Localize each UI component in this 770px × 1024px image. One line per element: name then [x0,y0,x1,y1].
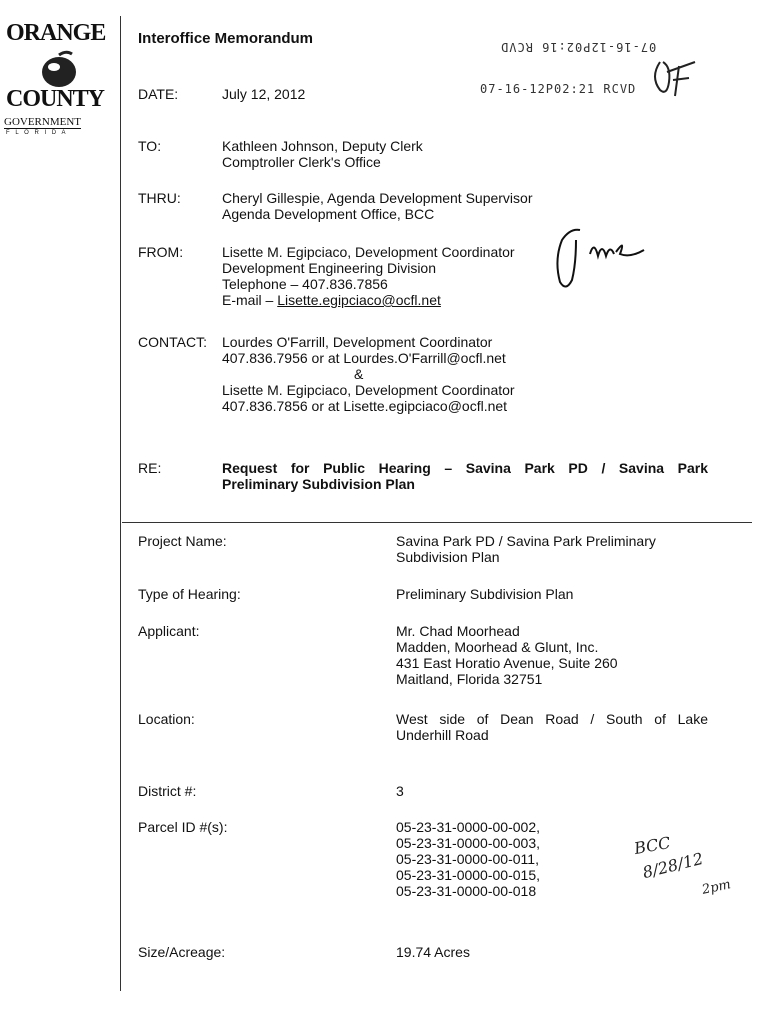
parcel-id-label: Parcel ID #(s): [138,819,228,835]
applicant-label: Applicant: [138,623,200,639]
to-line: Comptroller Clerk's Office [222,154,381,170]
hearing-type-value: Preliminary Subdivision Plan [396,586,574,602]
from-email-line [222,292,515,308]
contact-line: Lourdes O'Farrill, Development Coordinator [222,334,493,350]
received-stamp: 07-16-12P02:21 RCVD [480,82,637,96]
parcel-id: 05-23-31-0000-00-018 [396,883,537,899]
from-email-link[interactable]: Lisette.egipciaco@ocfl.net [277,292,441,308]
parcel-id: 05-23-31-0000-00-002, [396,819,540,835]
contact-line: 407.836.7956 or at Lourdes.O'Farrill@ocfl.net [222,350,506,366]
from-block [222,244,515,308]
contact-label: CONTACT: [138,334,207,350]
from-line: Lisette M. Egipciaco, Development Coordinator [222,244,515,260]
re-line: Preliminary Subdivision Plan [222,476,415,492]
applicant-value [396,623,618,687]
thru-label: THRU: [138,190,181,206]
location-line: Underhill Road [396,727,489,743]
parcel-id: 05-23-31-0000-00-003, [396,835,540,851]
re-line: Request for Public Hearing – Savina Park PD / Savina Park [222,460,708,476]
handwritten-time: 2pm [700,877,733,898]
parcel-id-value [396,819,540,899]
date-value: July 12, 2012 [222,86,306,102]
thru-block [222,190,533,222]
received-stamp-upside-down: 07-16-12P02:16 RCVD [500,40,657,54]
applicant-line: 431 East Horatio Avenue, Suite 260 [396,655,618,671]
district-value: 3 [396,783,404,799]
from-line: Telephone – 407.836.7856 [222,276,388,292]
handwritten-note [630,832,750,906]
location-value [396,711,708,743]
contact-line: 407.836.7856 or at Lisette.egipciaco@ocfl.net [222,398,508,414]
logo-emblem [36,50,82,90]
location-label: Location: [138,711,195,727]
date-label: DATE: [138,86,179,102]
to-label: TO: [138,138,162,154]
logo-line-county: COUNTY [6,86,105,112]
section-divider [122,522,752,523]
project-name-value [396,533,656,565]
from-email-prefix: E-mail – [222,292,278,308]
project-name-line: Subdivision Plan [396,549,500,565]
applicant-line: Mr. Chad Moorhead [396,623,520,639]
initials-mark [645,52,705,102]
logo-line-orange: ORANGE [6,20,106,46]
from-label: FROM: [138,244,184,260]
project-name-line: Savina Park PD / Savina Park Preliminary [396,533,656,549]
handwritten-date: 8/28/12 [640,848,706,883]
re-block [222,460,708,492]
memo-title: Interoffice Memorandum [138,30,314,47]
re-label: RE: [138,460,162,476]
county-logo [4,16,112,138]
size-acreage-label: Size/Acreage: [138,944,226,960]
parcel-id: 05-23-31-0000-00-011, [396,851,539,867]
size-acreage-value: 19.74 Acres [396,944,470,960]
project-name-label: Project Name: [138,533,227,549]
parcel-id: 05-23-31-0000-00-015, [396,867,540,883]
to-block [222,138,423,170]
location-line: West side of Dean Road / South of Lake [396,711,708,727]
handwritten-bcc: BCC [632,832,672,859]
thru-line: Cheryl Gillespie, Agenda Development Supervisor [222,190,533,206]
to-line: Kathleen Johnson, Deputy Clerk [222,138,423,154]
contact-separator: & [354,366,364,382]
applicant-line: Madden, Moorhead & Glunt, Inc. [396,639,599,655]
left-vertical-rule [120,16,121,991]
thru-line: Agenda Development Office, BCC [222,206,435,222]
contact-block [222,334,515,414]
applicant-line: Maitland, Florida 32751 [396,671,543,687]
district-label: District #: [138,783,197,799]
contact-line: Lisette M. Egipciaco, Development Coordinator [222,382,515,398]
logo-line-florida: F L O R I D A [6,130,68,136]
logo-government-text: GOVERNMENT [4,116,81,128]
logo-line-government [4,116,81,129]
hearing-type-label: Type of Hearing: [138,586,241,602]
from-line: Development Engineering Division [222,260,437,276]
signature [540,220,650,300]
